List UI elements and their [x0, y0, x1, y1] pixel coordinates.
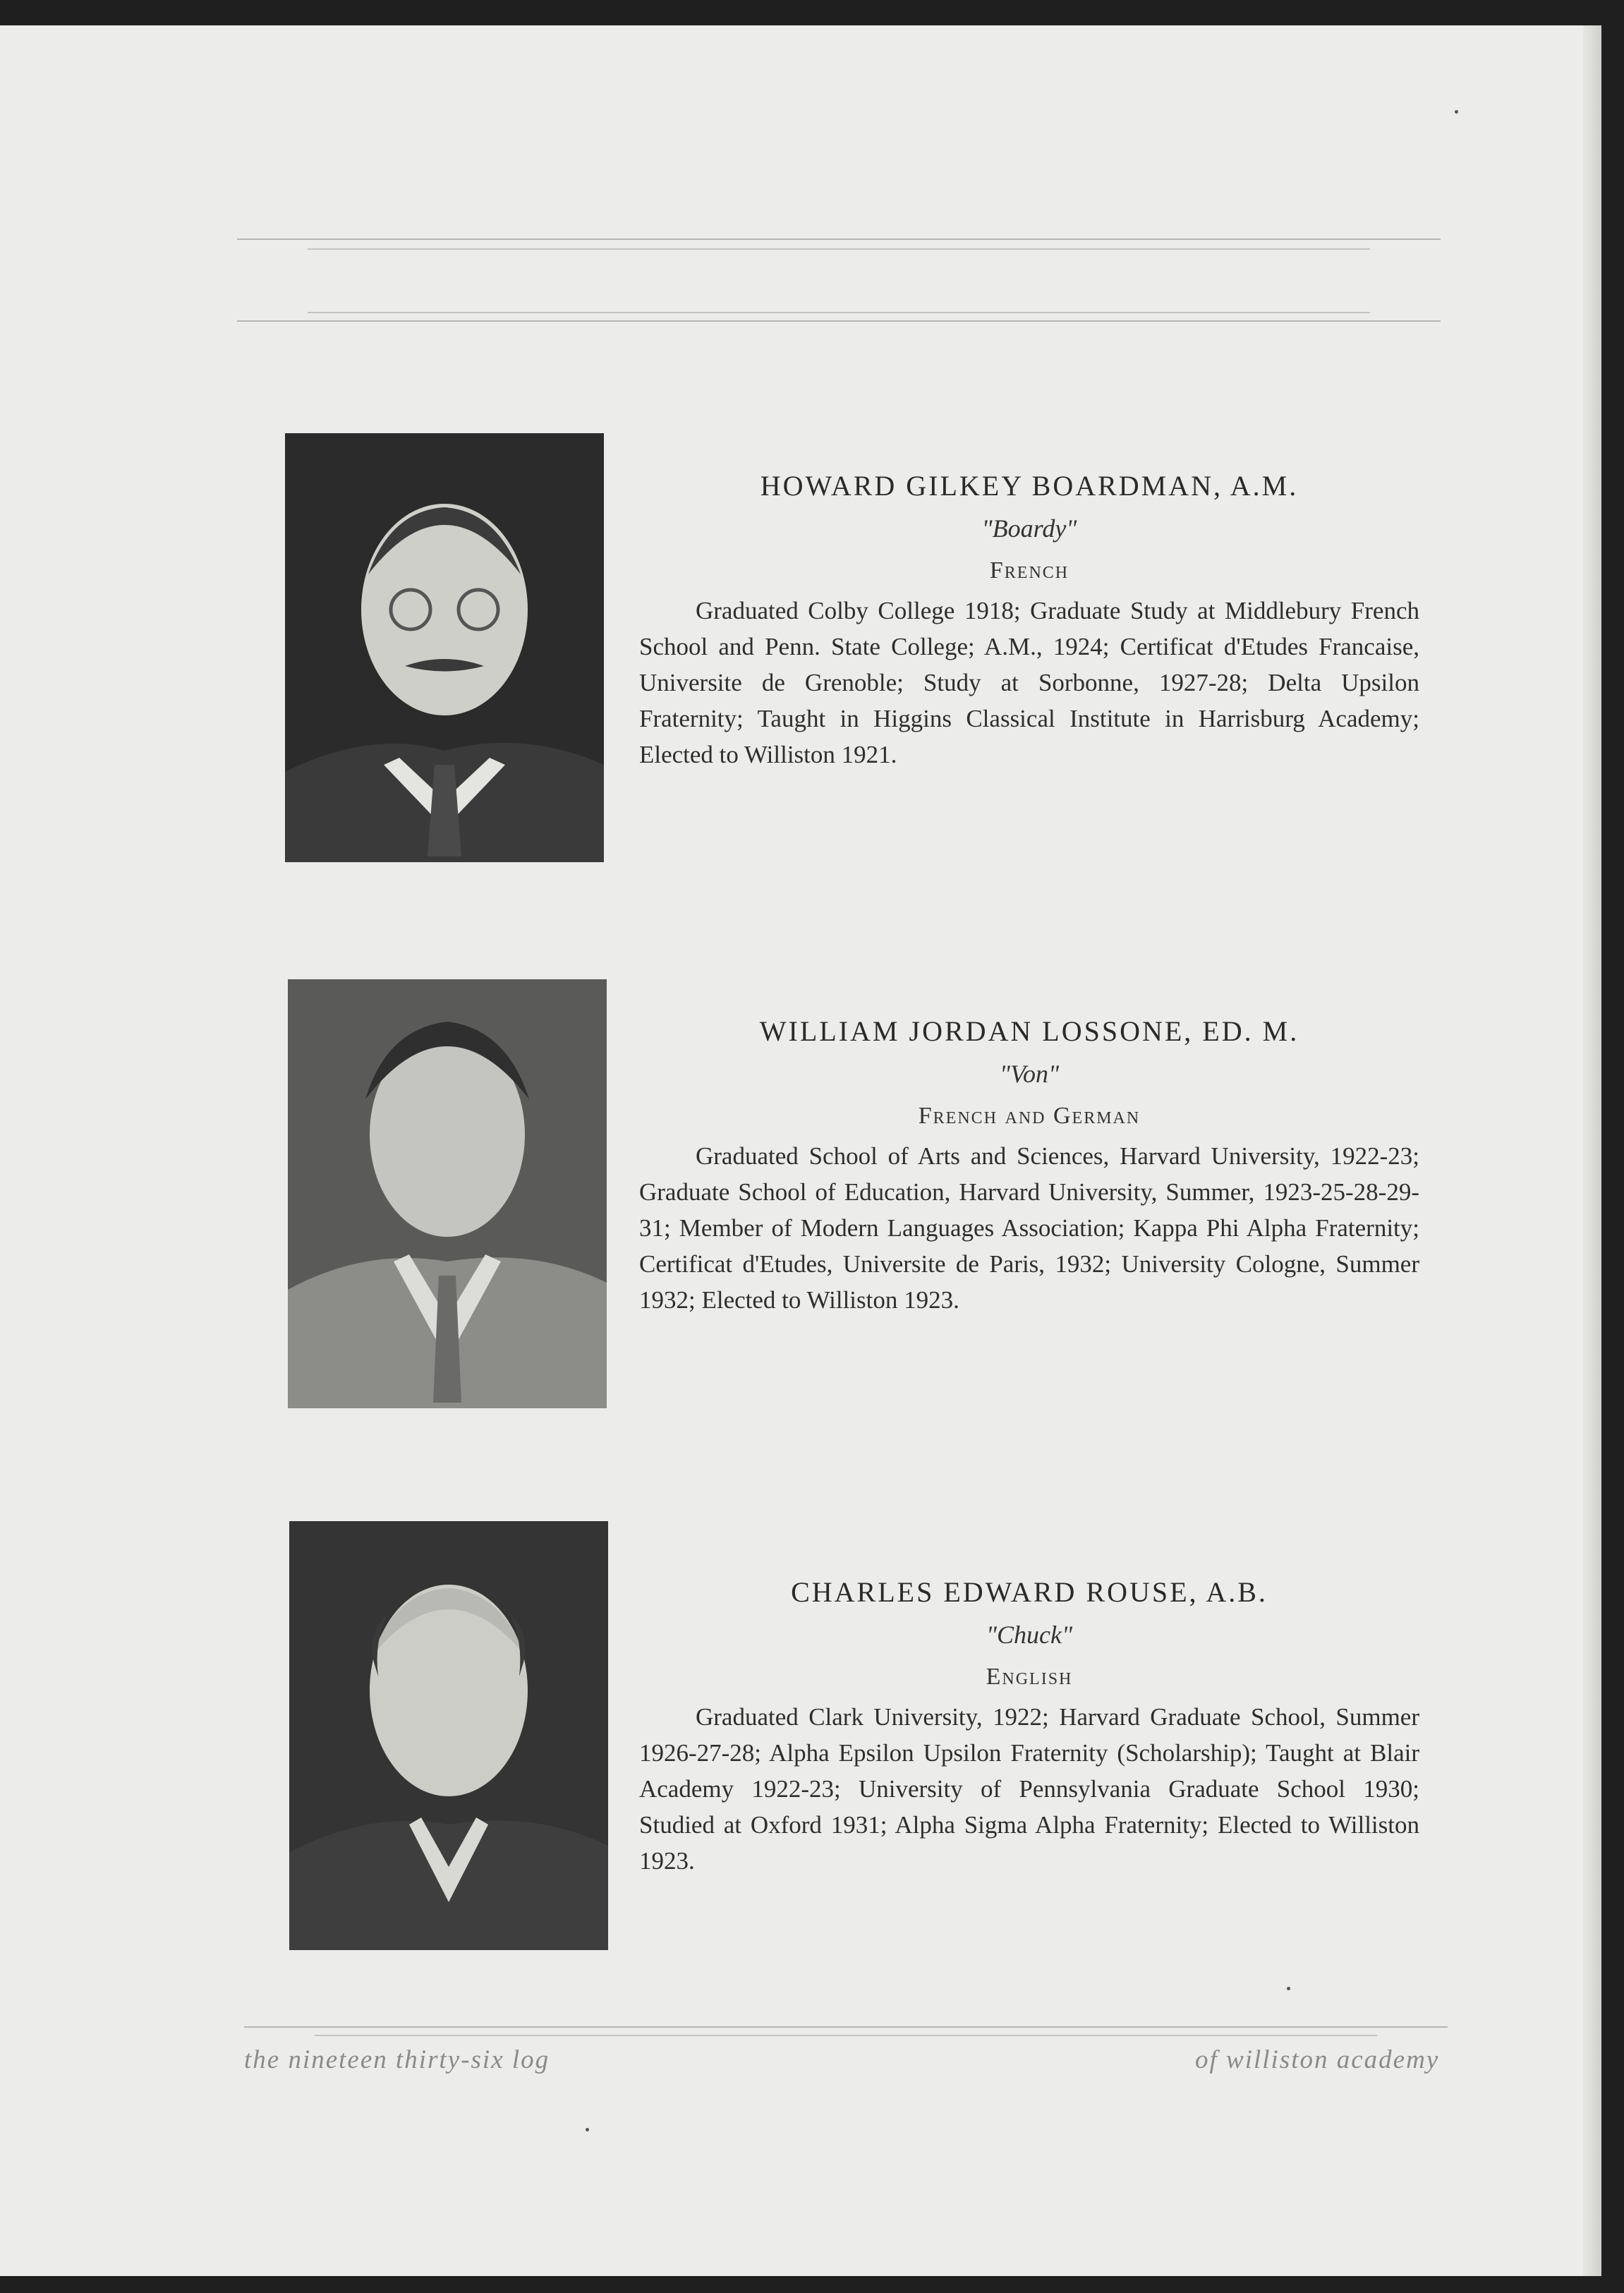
entry-name: CHARLES EDWARD ROUSE, A.B. [791, 1576, 1268, 1608]
portrait-photo [285, 433, 604, 862]
page-edge [1583, 25, 1601, 2276]
speck [1287, 1987, 1290, 1990]
faculty-entry-lossone [639, 1014, 1419, 1318]
top-rule-2 [308, 248, 1370, 250]
portrait-photo [289, 1521, 608, 1950]
entry-name: HOWARD GILKEY BOARDMAN, A.M. [760, 470, 1299, 502]
footer-right: of williston academy [1195, 2045, 1440, 2074]
footer-left: the nineteen thirty-six log [244, 2045, 550, 2074]
entry-subject: English [986, 1664, 1073, 1690]
faculty-entry-rouse [639, 1575, 1419, 1879]
entry-bio: Graduated Colby College 1918; Graduate Study at Middlebury French School and Penn. State College; A.M., 1924; Certificat d'Etudes Francaise, Universite de Grenoble; Study at Sorbonne, 1927-28; Delta Upsilon Fraternity; Taught in Higgins Classical Institute in Harrisburg Academy; Elected to Williston 1921. [639, 597, 1419, 768]
top-rule-4 [237, 320, 1441, 322]
entry-bio: Graduated School of Arts and Sciences, Harvard University, 1922-23; Graduate School of Education, Harvard University, Summer, 1923-25-28-29-31; Member of Modern Languages Association; Kappa Phi Alpha Fraternity; Certificat d'Etudes, Universite de Paris, 1932; University Cologne, Summer 1932; Elected to Williston 1923. [639, 1142, 1419, 1314]
portrait-photo [288, 979, 607, 1408]
speck [586, 2128, 589, 2131]
bottom-rule-2 [315, 2035, 1377, 2036]
entry-name: WILLIAM JORDAN LOSSONE, ED. M. [759, 1015, 1299, 1047]
entry-subject: French [989, 557, 1069, 583]
top-rule-3 [308, 312, 1370, 313]
entry-nickname: "Boardy" [981, 514, 1077, 543]
speck [1455, 110, 1458, 114]
entry-subject: French and German [918, 1103, 1141, 1129]
entry-nickname: "Chuck" [986, 1621, 1073, 1649]
entry-nickname: "Von" [999, 1060, 1060, 1088]
entry-bio: Graduated Clark University, 1922; Harvard Graduate School, Summer 1926-27-28; Alpha Epsilon Upsilon Fraternity (Scholarship); Taught at Blair Academy 1922-23; University of Pennsylvania Graduate School 1930; Studied at Oxford 1931; Alpha Sigma Alpha Fraternity; Elected to Williston 1923. [639, 1703, 1419, 1875]
top-rule-1 [237, 238, 1441, 240]
bottom-rule-1 [244, 2026, 1448, 2028]
faculty-entry-boardman [639, 468, 1419, 773]
